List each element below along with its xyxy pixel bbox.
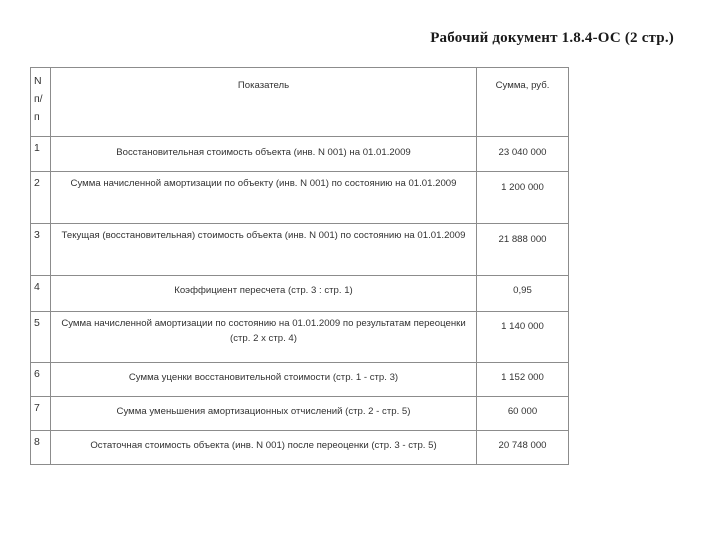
row-indicator: Восстановительная стоимость объекта (инв. N 001) на 01.01.2009 <box>51 137 477 172</box>
row-number: 4 <box>31 276 51 312</box>
row-indicator: Сумма уменьшения амортизационных отчислений (стр. 2 - стр. 5) <box>51 397 477 431</box>
row-number: 8 <box>31 431 51 465</box>
row-indicator: Текущая (восстановительная) стоимость объекта (инв. N 001) по состоянию на 01.01.2009 <box>51 224 477 276</box>
table-row <box>31 363 569 397</box>
row-number: 7 <box>31 397 51 431</box>
table-row <box>31 431 569 465</box>
row-indicator: Сумма начисленной амортизации по состоянию на 01.01.2009 по результатам переоценки (стр. 2 х стр. 4) <box>51 312 477 363</box>
row-number: 5 <box>31 312 51 363</box>
row-sum: 1 152 000 <box>477 363 569 397</box>
header-indicator: Показатель <box>51 68 477 137</box>
table-row <box>31 224 569 276</box>
table-row <box>31 172 569 224</box>
row-indicator: Сумма уценки восстановительной стоимости (стр. 1 - стр. 3) <box>51 363 477 397</box>
header-number-line: п <box>34 111 40 123</box>
row-number: 1 <box>31 137 51 172</box>
document-title: Рабочий документ 1.8.4-ОС (2 стр.) <box>430 30 674 46</box>
row-sum: 20 748 000 <box>477 431 569 465</box>
header-number-line: N <box>34 75 42 87</box>
table-row <box>31 276 569 312</box>
header-number-line: п/ <box>34 93 43 105</box>
table-row <box>31 137 569 172</box>
row-indicator: Сумма начисленной амортизации по объекту (инв. N 001) по состоянию на 01.01.2009 <box>51 172 477 224</box>
row-indicator: Коэффициент пересчета (стр. 3 : стр. 1) <box>51 276 477 312</box>
header-number <box>31 68 51 137</box>
row-sum: 1 200 000 <box>477 172 569 224</box>
row-sum: 0,95 <box>477 276 569 312</box>
row-number: 6 <box>31 363 51 397</box>
header-sum: Сумма, руб. <box>477 68 569 137</box>
row-sum: 60 000 <box>477 397 569 431</box>
revaluation-table <box>30 67 569 465</box>
row-number: 2 <box>31 172 51 224</box>
row-sum: 21 888 000 <box>477 224 569 276</box>
table-row <box>31 312 569 363</box>
row-indicator: Остаточная стоимость объекта (инв. N 001) после переоценки (стр. 3 - стр. 5) <box>51 431 477 465</box>
row-sum: 1 140 000 <box>477 312 569 363</box>
table-row <box>31 397 569 431</box>
row-number: 3 <box>31 224 51 276</box>
table-header-row <box>31 68 569 137</box>
row-sum: 23 040 000 <box>477 137 569 172</box>
